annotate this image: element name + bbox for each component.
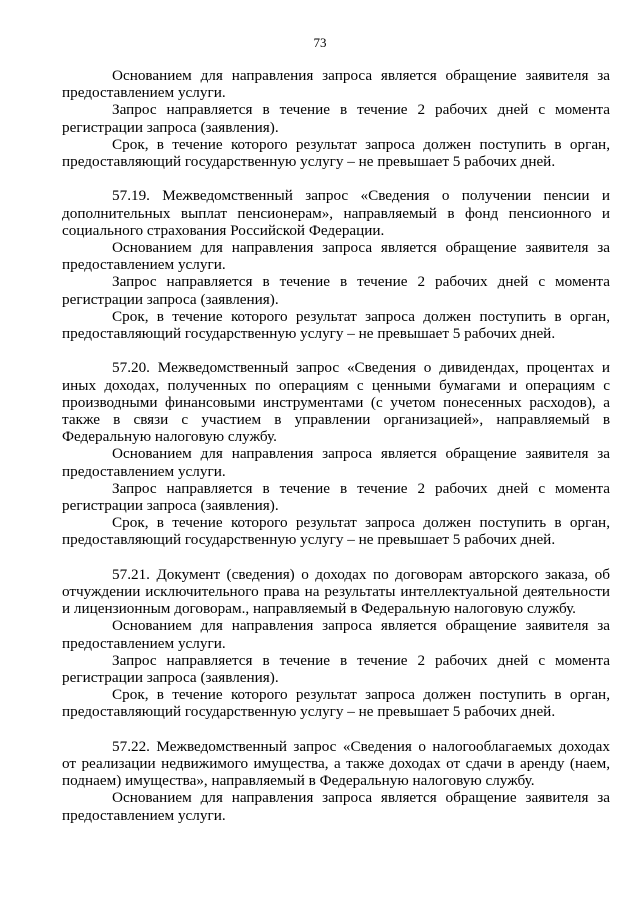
document-body (62, 67, 610, 824)
page-number: 73 (313, 35, 327, 50)
paragraph-response-deadline: Срок, в течение которого результат запроса должен поступить в орган, предоставляющий государственную услугу – не превышает 5 рабочих дней. (62, 135, 610, 171)
paragraph-request-timing: Запрос направляется в течение в течение 2 рабочих дней с момента регистрации запроса (заявления). (62, 101, 610, 136)
paragraph-request-timing: Запрос направляется в течение в течение 2 рабочих дней с момента регистрации запроса (заявления). (62, 273, 610, 308)
paragraph-section-57-19: 57.19. Межведомственный запрос «Сведения о получении пенсии и дополнительных выплат пенсионерам», направляемый в фонд пенсионного и социального страхования Российской Федерации. (62, 187, 610, 239)
paragraph-response-deadline: Срок, в течение которого результат запроса должен поступить в орган, предоставляющий государственную услугу – не превышает 5 рабочих дней. (62, 514, 610, 549)
paragraph-section-57-22: 57.22. Межведомственный запрос «Сведения о налогооблагаемых доходах от реализации недвижимого имущества, а также доходах от сдачи в аренду (наем, поднаем) имущества», направляемый в Федеральную налоговую службу. (62, 737, 610, 790)
paragraph-request-timing: Запрос направляется в течение в течение 2 рабочих дней с момента регистрации запроса (заявления). (62, 479, 610, 515)
paragraph-section-57-20: 57.20. Межведомственный запрос «Сведения о дивидендах, процентах и иных доходах, полученных по операциям с ценными бумагами и операциям с производными финансовыми инструментами (с учетом понесенных расходов), а также в связи с участием в управлении организацией», направляемый в Федеральную налоговую службу. (62, 359, 610, 446)
paragraph-basis: Основанием для направления запроса является обращение заявителя за предоставлением услуги. (62, 789, 610, 824)
paragraph-basis: Основанием для направления запроса является обращение заявителя за предоставлением услуги. (62, 239, 610, 274)
paragraph-request-timing: Запрос направляется в течение в течение 2 рабочих дней с момента регистрации запроса (заявления). (62, 651, 610, 687)
paragraph-response-deadline: Срок, в течение которого результат запроса должен поступить в орган, предоставляющий государственную услугу – не превышает 5 рабочих дней. (62, 686, 610, 721)
paragraph-basis: Основанием для направления запроса является обращение заявителя за предоставлением услуги. (62, 617, 610, 652)
paragraph-basis: Основанием для направления запроса является обращение заявителя за предоставлением услуги. (62, 67, 610, 102)
paragraph-section-57-21: 57.21. Документ (сведения) о доходах по договорам авторского заказа, об отчуждении исключительного права на результаты интеллектуальной деятельности и лицензионным договорам., направляемый в Федеральную налоговую службу. (62, 565, 610, 618)
paragraph-basis: Основанием для направления запроса является обращение заявителя за предоставлением услуги. (62, 445, 610, 480)
paragraph-response-deadline: Срок, в течение которого результат запроса должен поступить в орган, предоставляющий государственную услугу – не превышает 5 рабочих дней. (62, 307, 610, 343)
